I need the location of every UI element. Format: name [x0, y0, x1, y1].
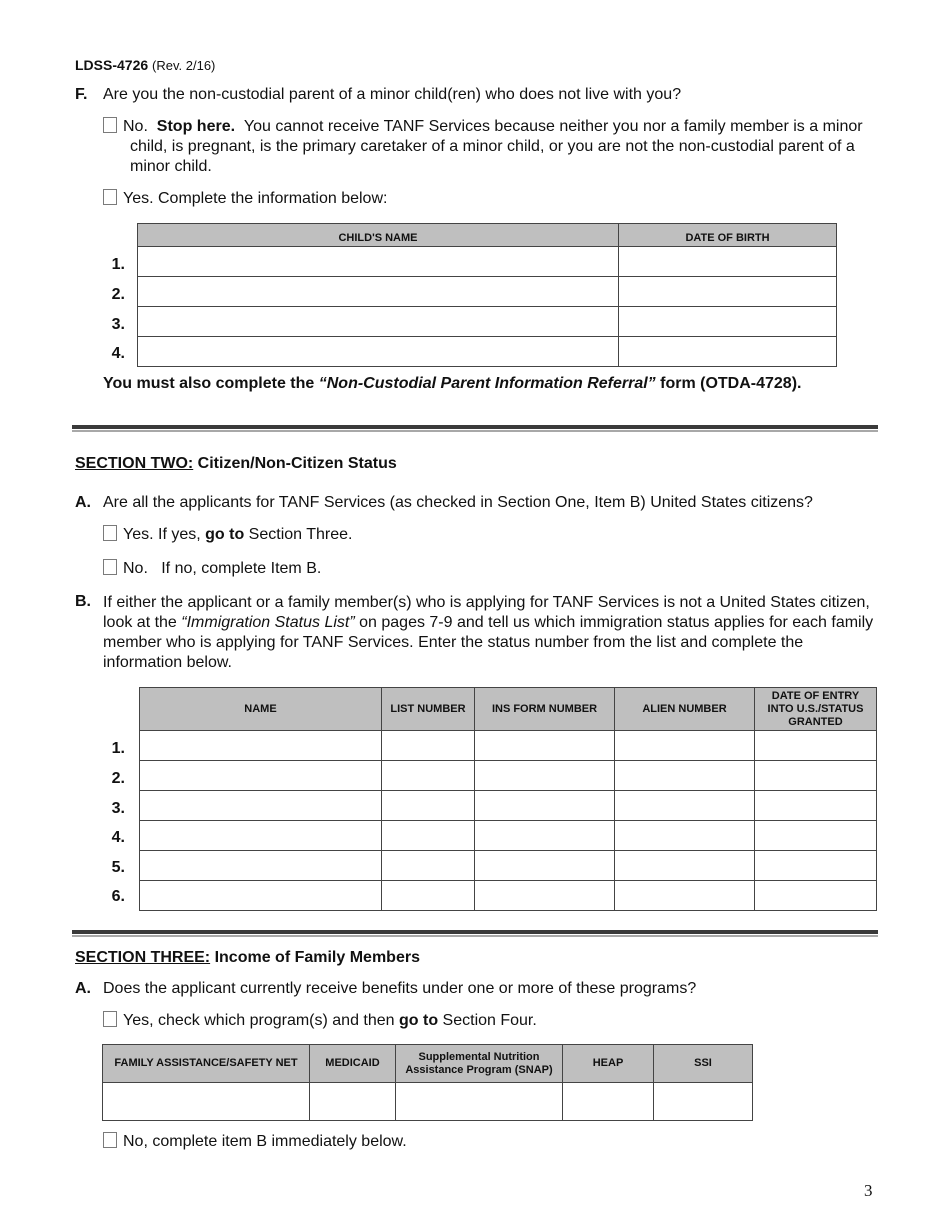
list-number-cell[interactable] — [382, 731, 475, 761]
child-dob-cell[interactable] — [619, 337, 837, 367]
item-b-text — [103, 593, 878, 673]
item-letter-b: B. — [75, 593, 91, 610]
col-family-assistance: FAMILY ASSISTANCE/SAFETY NET — [103, 1045, 310, 1083]
no-option-text: No. If no, complete Item B. — [123, 560, 322, 577]
go-to-text: go to — [399, 1012, 439, 1029]
immigration-list-ref: “Immigration Status List” — [181, 614, 355, 631]
checkbox-f-yes[interactable] — [103, 189, 117, 205]
row-number: 4. — [111, 829, 125, 846]
referral-suffix: form (OTDA-4728). — [660, 375, 802, 392]
section-three-heading — [75, 949, 420, 967]
heap-cell[interactable] — [563, 1083, 654, 1121]
form-header — [75, 57, 215, 73]
name-cell[interactable] — [140, 731, 382, 761]
col-ins-form-number: INS FORM NUMBER — [475, 688, 615, 731]
child-name-cell[interactable] — [138, 337, 619, 367]
col-medicaid: MEDICAID — [310, 1045, 396, 1083]
col-snap: Supplemental Nutrition Assistance Program (SNAP) — [396, 1045, 563, 1083]
entry-date-cell[interactable] — [755, 881, 877, 911]
question-two-a: Are all the applicants for TANF Services (as checked in Section One, Item B) United States citizens? — [103, 494, 813, 511]
col-heap: HEAP — [563, 1045, 654, 1083]
col-childs-name: CHILD'S NAME — [138, 224, 619, 247]
section-three-label: SECTION THREE: — [75, 949, 211, 966]
entry-date-cell[interactable] — [755, 761, 877, 791]
item-letter-a: A. — [75, 494, 91, 511]
ins-form-cell[interactable] — [475, 821, 615, 851]
table-row — [103, 1083, 753, 1121]
row-number: 2. — [111, 770, 125, 787]
children-table — [137, 223, 837, 367]
ins-form-cell[interactable] — [475, 731, 615, 761]
name-cell[interactable] — [140, 761, 382, 791]
child-name-cell[interactable] — [138, 307, 619, 337]
table-row — [138, 247, 837, 277]
yes-prefix: Yes. If yes, — [123, 526, 201, 543]
table-row — [140, 761, 877, 791]
question-three-a: Does the applicant currently receive benefits under one or more of these programs? — [103, 980, 697, 997]
col-date-of-entry: DATE OF ENTRY INTO U.S./STATUS GRANTED — [755, 688, 877, 731]
section-divider-thin — [72, 935, 878, 937]
entry-date-cell[interactable] — [755, 851, 877, 881]
section-divider — [72, 425, 878, 429]
col-list-number: LIST NUMBER — [382, 688, 475, 731]
col-ssi: SSI — [654, 1045, 753, 1083]
checkbox-two-a-yes[interactable] — [103, 525, 117, 541]
entry-date-cell[interactable] — [755, 821, 877, 851]
name-cell[interactable] — [140, 791, 382, 821]
yes-option-text: Yes. Complete the information below: — [123, 190, 388, 207]
table-row — [140, 821, 877, 851]
row-number: 1. — [111, 256, 125, 273]
ssi-cell[interactable] — [654, 1083, 753, 1121]
table-row — [138, 337, 837, 367]
section-two-title: Citizen/Non-Citizen Status — [197, 455, 397, 472]
alien-number-cell[interactable] — [615, 761, 755, 791]
item-letter-a: A. — [75, 980, 91, 997]
row-number: 3. — [111, 800, 125, 817]
row-number: 4. — [111, 345, 125, 362]
row-number: 2. — [111, 286, 125, 303]
section-divider-thin — [72, 430, 878, 432]
col-date-of-birth: DATE OF BIRTH — [619, 224, 837, 247]
referral-note — [103, 375, 801, 393]
list-number-cell[interactable] — [382, 821, 475, 851]
row-number: 1. — [111, 740, 125, 757]
list-number-cell[interactable] — [382, 881, 475, 911]
name-cell[interactable] — [140, 881, 382, 911]
page-number: 3 — [864, 1181, 873, 1200]
alien-number-cell[interactable] — [615, 791, 755, 821]
ins-form-cell[interactable] — [475, 791, 615, 821]
yes-suffix: Section Four. — [442, 1012, 537, 1029]
no-option-two-a — [103, 559, 321, 578]
ins-form-cell[interactable] — [475, 881, 615, 911]
yes-prefix: Yes, check which program(s) and then — [123, 1012, 395, 1029]
form-revision: (Rev. 2/16) — [152, 58, 216, 73]
item-b-text-1: If either the applicant or a family member(s) who is applying for TANF Services is not a United States citizen, look at the — [103, 594, 870, 631]
section-three-title: Income of Family Members — [214, 949, 420, 966]
alien-number-cell[interactable] — [615, 881, 755, 911]
no-option-f — [103, 117, 883, 177]
child-dob-cell[interactable] — [619, 307, 837, 337]
child-name-cell[interactable] — [138, 277, 619, 307]
child-name-cell[interactable] — [138, 247, 619, 277]
table-row — [140, 881, 877, 911]
ins-form-cell[interactable] — [475, 851, 615, 881]
stop-here-text: Stop here. — [156, 118, 236, 135]
alien-number-cell[interactable] — [615, 821, 755, 851]
no-option-three-a — [103, 1132, 407, 1151]
yes-suffix: Section Three. — [248, 526, 353, 543]
entry-date-cell[interactable] — [755, 731, 877, 761]
checkbox-three-a-no[interactable] — [103, 1132, 117, 1148]
list-number-cell[interactable] — [382, 761, 475, 791]
child-dob-cell[interactable] — [619, 277, 837, 307]
col-alien-number: ALIEN NUMBER — [615, 688, 755, 731]
form-code: LDSS-4726 — [75, 57, 149, 73]
checkbox-f-no[interactable] — [103, 117, 117, 133]
checkbox-three-a-yes[interactable] — [103, 1011, 117, 1027]
child-dob-cell[interactable] — [619, 247, 837, 277]
go-to-text: go to — [205, 526, 245, 543]
no-lead: No. — [123, 118, 148, 135]
table-row — [140, 851, 877, 881]
entry-date-cell[interactable] — [755, 791, 877, 821]
alien-number-cell[interactable] — [615, 851, 755, 881]
immigration-table — [139, 687, 877, 911]
col-name: NAME — [140, 688, 382, 731]
row-number: 5. — [111, 859, 125, 876]
row-number: 6. — [111, 888, 125, 905]
row-number: 3. — [111, 316, 125, 333]
no-option-text: You cannot receive TANF Services because neither you nor a family member is a minor child, is pregnant, is the primary caretaker of a minor child, or you are not the non-custodial parent of a minor child. — [130, 118, 863, 175]
table-row — [140, 791, 877, 821]
family-assistance-cell[interactable] — [103, 1083, 310, 1121]
question-f: Are you the non-custodial parent of a minor child(ren) who does not live with you? — [103, 86, 682, 103]
list-number-cell[interactable] — [382, 851, 475, 881]
section-two-heading — [75, 455, 397, 473]
item-b-text-2: on pages 7-9 and tell us which immigration status applies for each family member who is applying for TANF Services. Enter the status number from the list and complete the information below. — [103, 614, 874, 671]
table-row — [138, 307, 837, 337]
name-cell[interactable] — [140, 821, 382, 851]
alien-number-cell[interactable] — [615, 731, 755, 761]
medicaid-cell[interactable] — [310, 1083, 396, 1121]
section-two-label: SECTION TWO: — [75, 455, 194, 472]
checkbox-two-a-no[interactable] — [103, 559, 117, 575]
list-number-cell[interactable] — [382, 791, 475, 821]
table-row — [140, 731, 877, 761]
table-row — [138, 277, 837, 307]
section-divider — [72, 930, 878, 934]
ins-form-cell[interactable] — [475, 761, 615, 791]
name-cell[interactable] — [140, 851, 382, 881]
yes-option-two-a — [103, 525, 352, 544]
programs-table — [102, 1044, 753, 1121]
yes-option-three-a — [103, 1011, 537, 1030]
item-letter-f: F. — [75, 86, 88, 103]
snap-cell[interactable] — [396, 1083, 563, 1121]
no-option-text: No, complete item B immediately below. — [123, 1133, 407, 1150]
yes-option-f — [103, 189, 387, 208]
referral-form-name: “Non-Custodial Parent Information Referral” — [318, 375, 656, 392]
referral-prefix: You must also complete the — [103, 375, 315, 392]
